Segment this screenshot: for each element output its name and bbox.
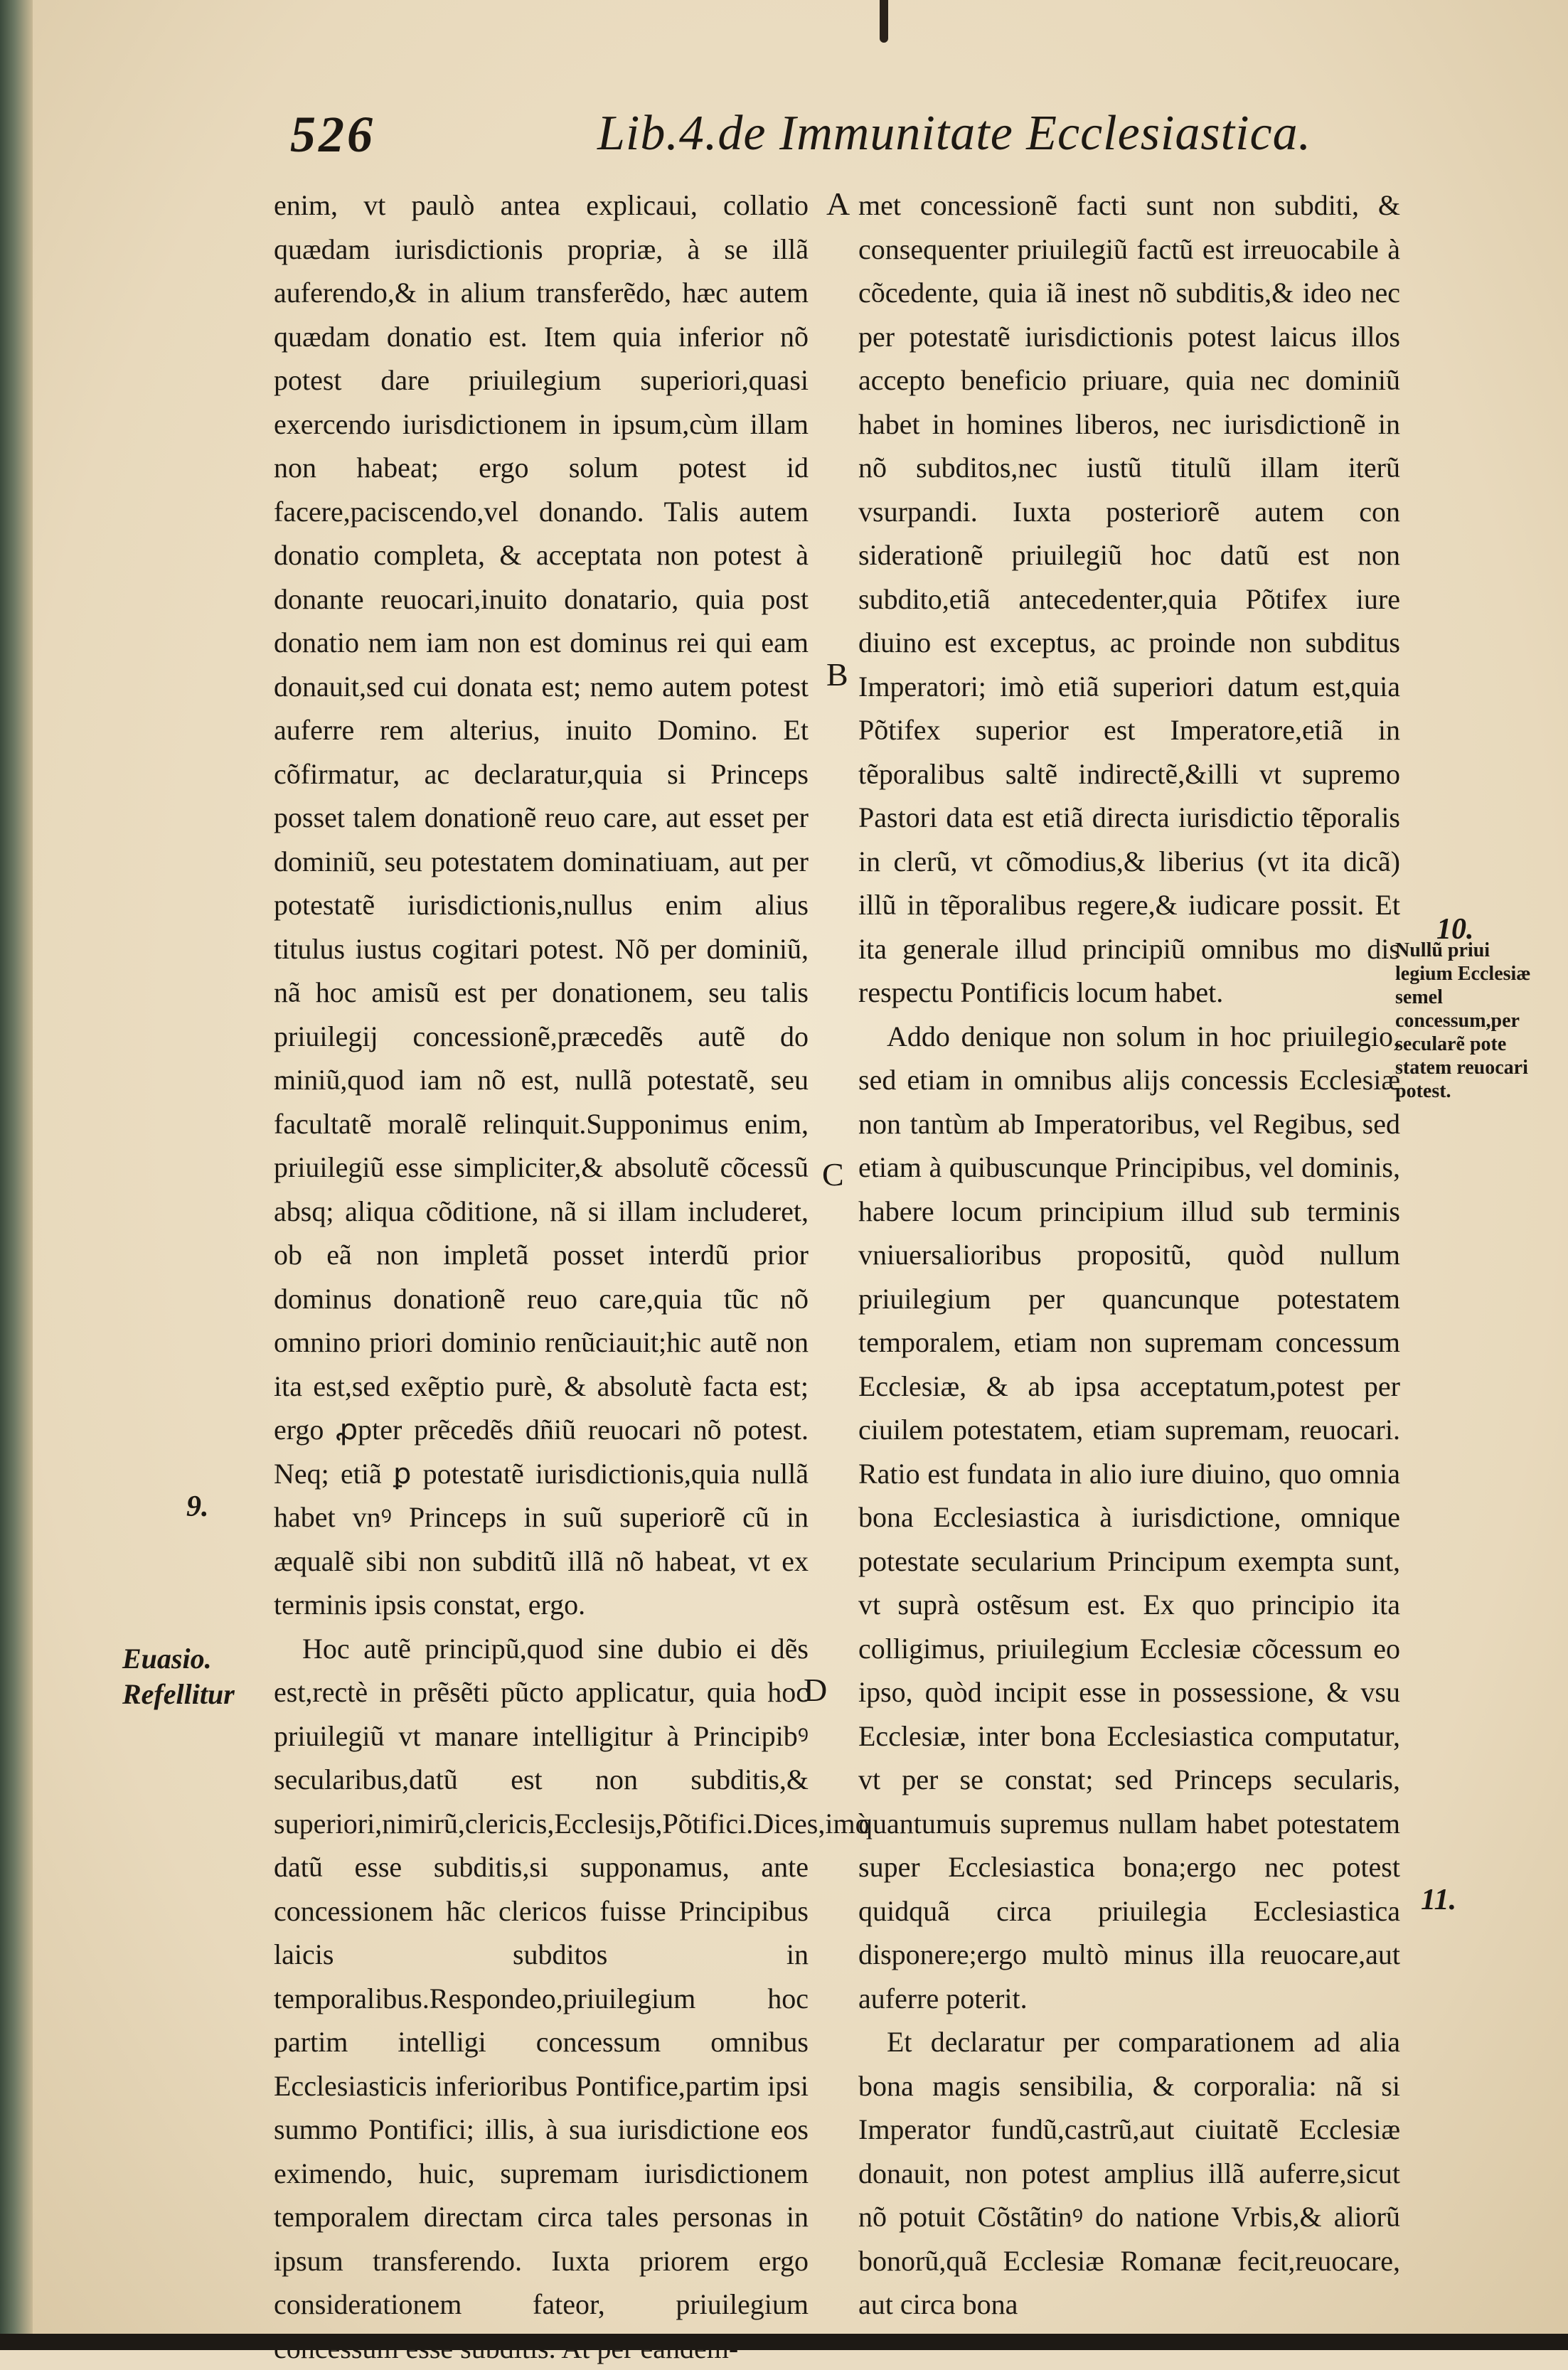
section-letter-a: A xyxy=(826,185,850,223)
section-letter-d: D xyxy=(804,1671,827,1709)
section-letter-c: C xyxy=(822,1155,844,1193)
ink-mark xyxy=(880,0,888,43)
left-paragraph-2: Hoc autẽ principũ,quod sine dubio ei dẽs est,rectè in prẽsẽti pũcto applicatur, quia hoc priuilegiũ vt manare intelligitur à Principibꝰ secularibus,datũ est non subditis,& superiori,nimirũ,clericis,Ecclesijs,Põtifici.Dices,imò datũ esse subditis,si supponamus, ante concessionem hãc clericos fuisse Principibus laicis subditos in temporalibus.Respondeo,priuilegium hoc partim intelligi concessum omnibus Ecclesiasticis inferioribus Pontifice,partim ipsi summo Pontifici; illis, à sua iurisdictione eos eximendo, huic, supremam iurisdictionem temporalem directam circa tales personas in ipsum transferendo. Iuxta priorem ergo considerationem fateor, priuilegium xyxy=(274,1627,809,2370)
left-paragraph-1: enim, vt paulò antea explicaui, collatio quædam iurisdictionis propriæ, à se illã auferendo,& in alium transferẽdo, hæc autem quædam donatio est. Item quia inferior nõ potest dare priuilegium superiori,quasi exercendo iurisdictionem in ipsum,cùm illam non habeat; ergo solum potest id facere,paciscendo,vel donando. Talis autem donatio completa, & acceptata non potest à donante reuocari,inuito donatario, quia post donatio nem iam non est dominus rei qui eam donauit,sed cui donata est; nemo autem potest auferre rem alterius, inuito Domino. Et cõfirmatur, ac declaratur,quia si Princeps posset talem donationẽ reuo care, aut esset per dominiũ, seu potestatem dominatiuam, aut per potestatẽ iurisdictionis,nullus enim alius titulus iustus cogitari potest. Nõ per dominiũ, nã hoc amisũ est per donationem, seu talis priuilegij concessionẽ,præcedẽs autẽ do miniũ,quod iam nõ est, nullã potestatẽ, seu facultatẽ moralẽ relinquit.Supponimus enim, priuilegiũ esse simpliciter,& absolutẽ cõcessũ absq; aliqua cõditione, nã si illam includeret, ob eã non impletã posset interdũ prior dominus donationẽ reuo care,quia tũc nõ omnino priori dominio renũciauit;hic autẽ non ita est,sed exẽptio purè, & absolutè facta est; ergo ꝓpter prẽcedẽs dñiũ reuocari nõ potest. Neq; etiã ꝑ potestatẽ iurisdictionis,quia nullã habet vnꝰ Princeps in suũ superiorẽ cũ in æqualẽ sibi non subditũ illã nõ habeat, vt ex terminis ipsis constat, ergo. xyxy=(274,183,809,1627)
right-column xyxy=(858,183,1400,2327)
section-letter-b: B xyxy=(826,656,848,693)
marginal-number-11: 11. xyxy=(1421,1883,1456,1917)
page-gutter xyxy=(0,0,33,2350)
page-header xyxy=(0,98,1568,176)
right-paragraph-3: Et declaratur per comparationem ad alia bona magis sensibilia, & corporalia: nã si Imperator fundũ,castrũ,aut ciuitatẽ Ecclesiæ donauit, non potest amplius illã auferre,sicut nõ potuit Cõstãtinꝰ do natione Vrbis,& aliorũ bonorũ,quã Ecclesiæ Romanæ fecit,reuocare, aut circa bona xyxy=(858,2020,1400,2327)
right-paragraph-1: met concessionẽ facti sunt non subditi, & consequenter priuilegiũ factũ est irreuocabile à cõcedente, quia iã inest nõ subditis,& ideo nec per potestatẽ iurisdictionis potest laicus illos accepto beneficio priuare, quia nec dominiũ habet in homines liberos, nec iurisdictionẽ in nõ subditos,nec iustũ titulũ illam iterũ vsurpandi. Iuxta posteriorẽ autem con siderationẽ priuilegiũ hoc datũ est non subdito,etiã antecedenter,quia Põtifex iure diuino est exceptus, ac proinde non subditus Imperatori; imò etiã superiori datum est,quia Põtifex superior est Imperatore,etiã in tẽporalibus saltẽ indirectẽ,&illi vt supremo Pastori data est etiã directa iurisdictio tẽporalis in clerũ, vt cõmodius,& liberius (vt ita dicã) illũ in tẽporalibus regere,& iudicare possit. Et ita generale illud principiũ omnibus mo dis respectu Pontificis locum habet. xyxy=(858,183,1400,1015)
page-number: 526 xyxy=(290,105,375,164)
right-paragraph-2: Addo denique non solum in hoc priuilegio, sed etiam in omnibus alijs concessis Ecclesiæ non tantùm ab Imperatoribus, vel Regibus, sed etiam à quibuscunque Principibus, vel dominis, habere locum principium illud sub terminis vniuersalioribus propositũ, quòd nullum priuilegium per quancunque potestatem temporalem, etiam non supremam concessum Ecclesiæ, & ab ipsa acceptatum,potest per ciuilem potestatem, etiam supremam, reuocari. Ratio est fundata in alio iure diuino, quo omnia bona Ecclesiastica à iurisdictione, omnique potestate secularium Principum exempta sunt, vt suprà ostẽsum est. Ex quo principio ita colligimus, priuilegium Ecclesiæ cõcessum eo ipso, quòd incipit esse in possessione, & vsu Ecclesiæ, inter bona Ecclesiastica computatur, vt per se constat; sed Princeps secularis, quantumuis supremus nullam habet potestatem super Ecclesiastica bona;ergo nec potest quidquã circa priuilegia Ecclesiastica disponere;ergo multò minus illa reuocare,aut auferre poterit. xyxy=(858,1015,1400,2021)
marginal-number-10: 10. xyxy=(1436,912,1474,946)
left-column xyxy=(274,183,809,2370)
marginal-number-9: 9. xyxy=(186,1490,209,1524)
running-title: Lib.4.de Immunitate Ecclesiastica. xyxy=(597,105,1311,162)
marginal-note-left: Euasio. Refellitur xyxy=(122,1641,257,1712)
page-bottom-edge xyxy=(0,2334,1568,2350)
marginal-note-right: Nullũ priui legium Ecclesiæ semel concessum,per secularẽ pote statem reuocari potest. xyxy=(1395,939,1537,1103)
